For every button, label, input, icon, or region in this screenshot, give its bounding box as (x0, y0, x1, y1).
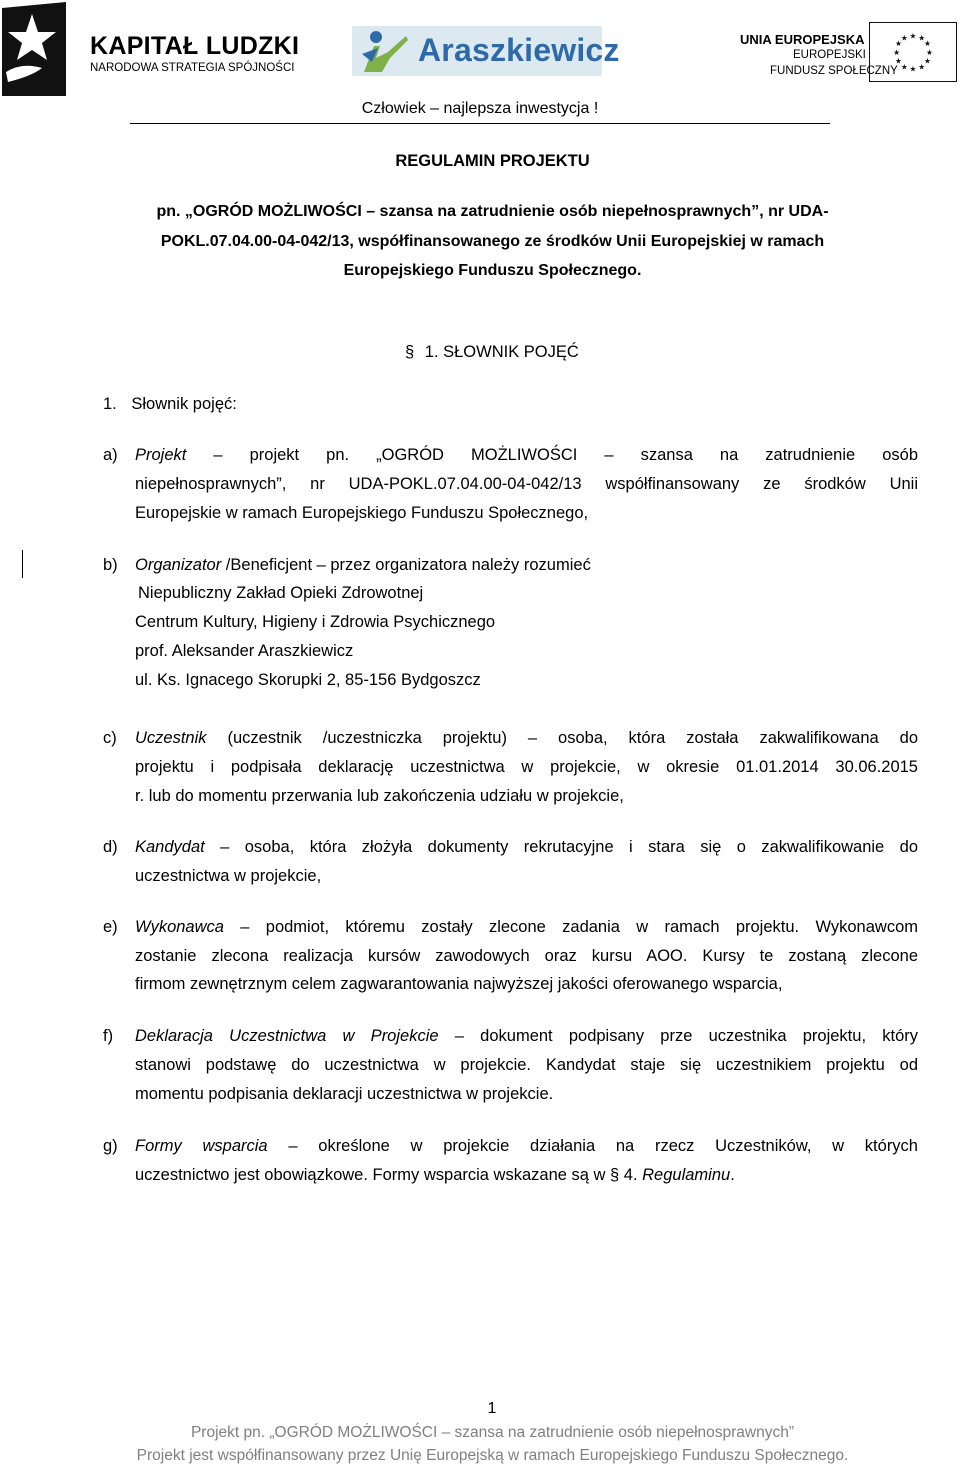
list-number: 1. (103, 395, 117, 413)
item-c-line-1 (135, 729, 918, 748)
item-c-label: c) (103, 729, 117, 747)
title-line-3: Europejskiego Funduszu Społecznego. (343, 262, 642, 279)
item-f-line-3: momentu podpisania deklaracji uczestnictwa w projekcie. (135, 1085, 554, 1103)
list-text: Słownik pojęć: (131, 395, 237, 413)
kapital-ludzki-subtitle: NARODOWA STRATEGIA SPÓJNOŚCI (90, 62, 295, 74)
footer-line-2: Projekt jest współfinansowany przez Unię Europejską w ramach Europejskiego Funduszu Społecznego. (136, 1447, 849, 1464)
item-a-line-2: niepełnosprawnych”, nr UDA-POKL.07.04.00-04-042/13 współfinansowany ze środków Unii (135, 475, 918, 493)
svg-text:★: ★ (924, 39, 931, 49)
section-heading-text: 1. SŁOWNIK POJĘĆ (424, 343, 579, 361)
item-b-line-1 (135, 556, 591, 575)
item-a-line-3: Europejskie w ramach Europejskiego Funduszu Społecznego, (135, 504, 589, 522)
svg-text:★: ★ (918, 33, 926, 43)
kapital-ludzki-logo (2, 2, 302, 102)
page-number: 1 (487, 1400, 497, 1417)
item-g-line-2-italic: Regulaminu (642, 1166, 731, 1184)
araszkiewicz-logo (352, 26, 620, 76)
kapital-ludzki-star-icon (2, 2, 66, 96)
section-list-item (103, 395, 237, 414)
item-g-line-2 (135, 1166, 735, 1185)
araszkiewicz-wordmark: Araszkiewicz (418, 32, 620, 68)
item-f-line-1-text: – dokument podpisany prze uczestnika projektu, który (454, 1027, 918, 1045)
eu-line2: EUROPEJSKI (793, 49, 866, 61)
section-heading (405, 343, 579, 362)
eu-line3: FUNDUSZ SPOŁECZNY (770, 65, 898, 77)
item-e-line-3: firmom zewnętrznym celem zagwarantowania najwyższej jakości oferowanego wsparcia, (135, 975, 783, 993)
item-e-line-1-text: – podmiot, któremu zostały zlecone zadania w ramach projektu. Wykonawcom (240, 918, 918, 936)
item-e-line-2: zostanie zlecona realizacja kursów zawodowych oraz kursu AOO. Kursy te zostaną zlecone (135, 947, 918, 965)
item-b-line-5: ul. Ks. Ignacego Skorupki 2, 85-156 Bydgoszcz (135, 671, 481, 689)
item-g-line-1-text: – określone w projekcie działania na rzecz Uczestników, w których (288, 1137, 918, 1155)
item-d-line-1 (135, 838, 918, 857)
kapital-ludzki-title: KAPITAŁ LUDZKI (90, 32, 300, 60)
item-c-line-2: projektu i podpisała deklarację uczestnictwa w projekcie, w okresie 01.01.2014 30.06.2015 (135, 758, 918, 776)
svg-text:★: ★ (900, 62, 908, 72)
item-g-line-2-end: . (730, 1166, 735, 1184)
svg-text:★: ★ (893, 47, 901, 57)
item-g-label: g) (103, 1137, 118, 1155)
item-c-line-3: r. lub do momentu przerwania lub zakończenia udziału w projekcie, (135, 787, 624, 805)
item-d-line-1-text: – osoba, która złożyła dokumenty rekrutacyjne i stara się o zakwalifikowanie do (220, 838, 918, 856)
item-d-line-2: uczestnictwa w projekcie, (135, 867, 322, 885)
svg-text:★: ★ (918, 62, 926, 72)
item-a-line-1 (135, 446, 918, 465)
item-b-line-3: Centrum Kultury, Higieny i Zdrowia Psychicznego (135, 613, 496, 631)
item-b-line-4: prof. Aleksander Araszkiewicz (135, 642, 354, 660)
term-formy-wsparcia: Formy wsparcia (135, 1137, 268, 1155)
item-f-label: f) (103, 1027, 114, 1045)
item-b-line-1-text: /Beneficjent – przez organizatora należy rozumieć (221, 556, 591, 574)
term-deklaracja: Deklaracja Uczestnictwa w Projekcie (135, 1027, 439, 1045)
item-d-label: d) (103, 838, 118, 856)
eu-line1: UNIA EUROPEJSKA (740, 32, 865, 47)
eu-logo (730, 22, 960, 92)
person-figure-icon (358, 28, 410, 74)
document-title: REGULAMIN PROJEKTU (395, 152, 590, 170)
item-g-line-1 (135, 1137, 918, 1156)
revision-bar (22, 550, 23, 578)
eu-flag-icon (869, 22, 957, 82)
item-a-line-1-text: – projekt pn. „OGRÓD MOŻLIWOŚCI – szansa na zatrudnienie osób (213, 446, 918, 464)
term-uczestnik: Uczestnik (135, 729, 207, 747)
title-line-1: pn. „OGRÓD MOŻLIWOŚCI – szansa na zatrudnienie osób niepełnosprawnych”, nr UDA- (156, 203, 829, 220)
svg-text:★: ★ (924, 56, 931, 66)
svg-text:★: ★ (909, 31, 917, 41)
svg-text:★: ★ (900, 33, 908, 43)
header-divider (130, 123, 830, 124)
item-f-line-2: stanowi podstawę do uczestnictwa w projekcie. Kandydat staje się uczestnikiem projektu od (135, 1056, 918, 1074)
svg-text:★: ★ (895, 39, 902, 49)
svg-text:★: ★ (925, 47, 933, 57)
item-a-label: a) (103, 446, 118, 464)
item-e-line-1 (135, 918, 918, 937)
svg-text:★: ★ (909, 64, 917, 74)
item-b-label: b) (103, 556, 118, 574)
title-line-2: POKL.07.04.00-04-042/13, współfinansowanego ze środków Unii Europejskiej w ramach (160, 233, 825, 250)
term-kandydat: Kandydat (135, 838, 205, 856)
item-f-line-1 (135, 1027, 918, 1046)
svg-text:★: ★ (895, 56, 902, 66)
item-e-label: e) (103, 918, 118, 936)
term-wykonawca: Wykonawca (135, 918, 224, 936)
item-c-line-1-text: (uczestnik /uczestniczka projektu) – osoba, która została zakwalifikowana do (227, 729, 918, 747)
item-b-line-2: Niepubliczny Zakład Opieki Zdrowotnej (138, 584, 424, 602)
term-projekt: Projekt (135, 446, 187, 464)
slogan: Człowiek – najlepsza inwestycja ! (361, 100, 599, 117)
paragraph-symbol: § (405, 343, 415, 361)
footer-line-1: Projekt pn. „OGRÓD MOŻLIWOŚCI – szansa na zatrudnienie osób niepełnosprawnych” (190, 1424, 795, 1441)
item-g-line-2-text: uczestnictwo jest obowiązkowe. Formy wsparcia wskazane są w § 4. (135, 1166, 643, 1184)
term-organizator: Organizator (135, 556, 222, 574)
